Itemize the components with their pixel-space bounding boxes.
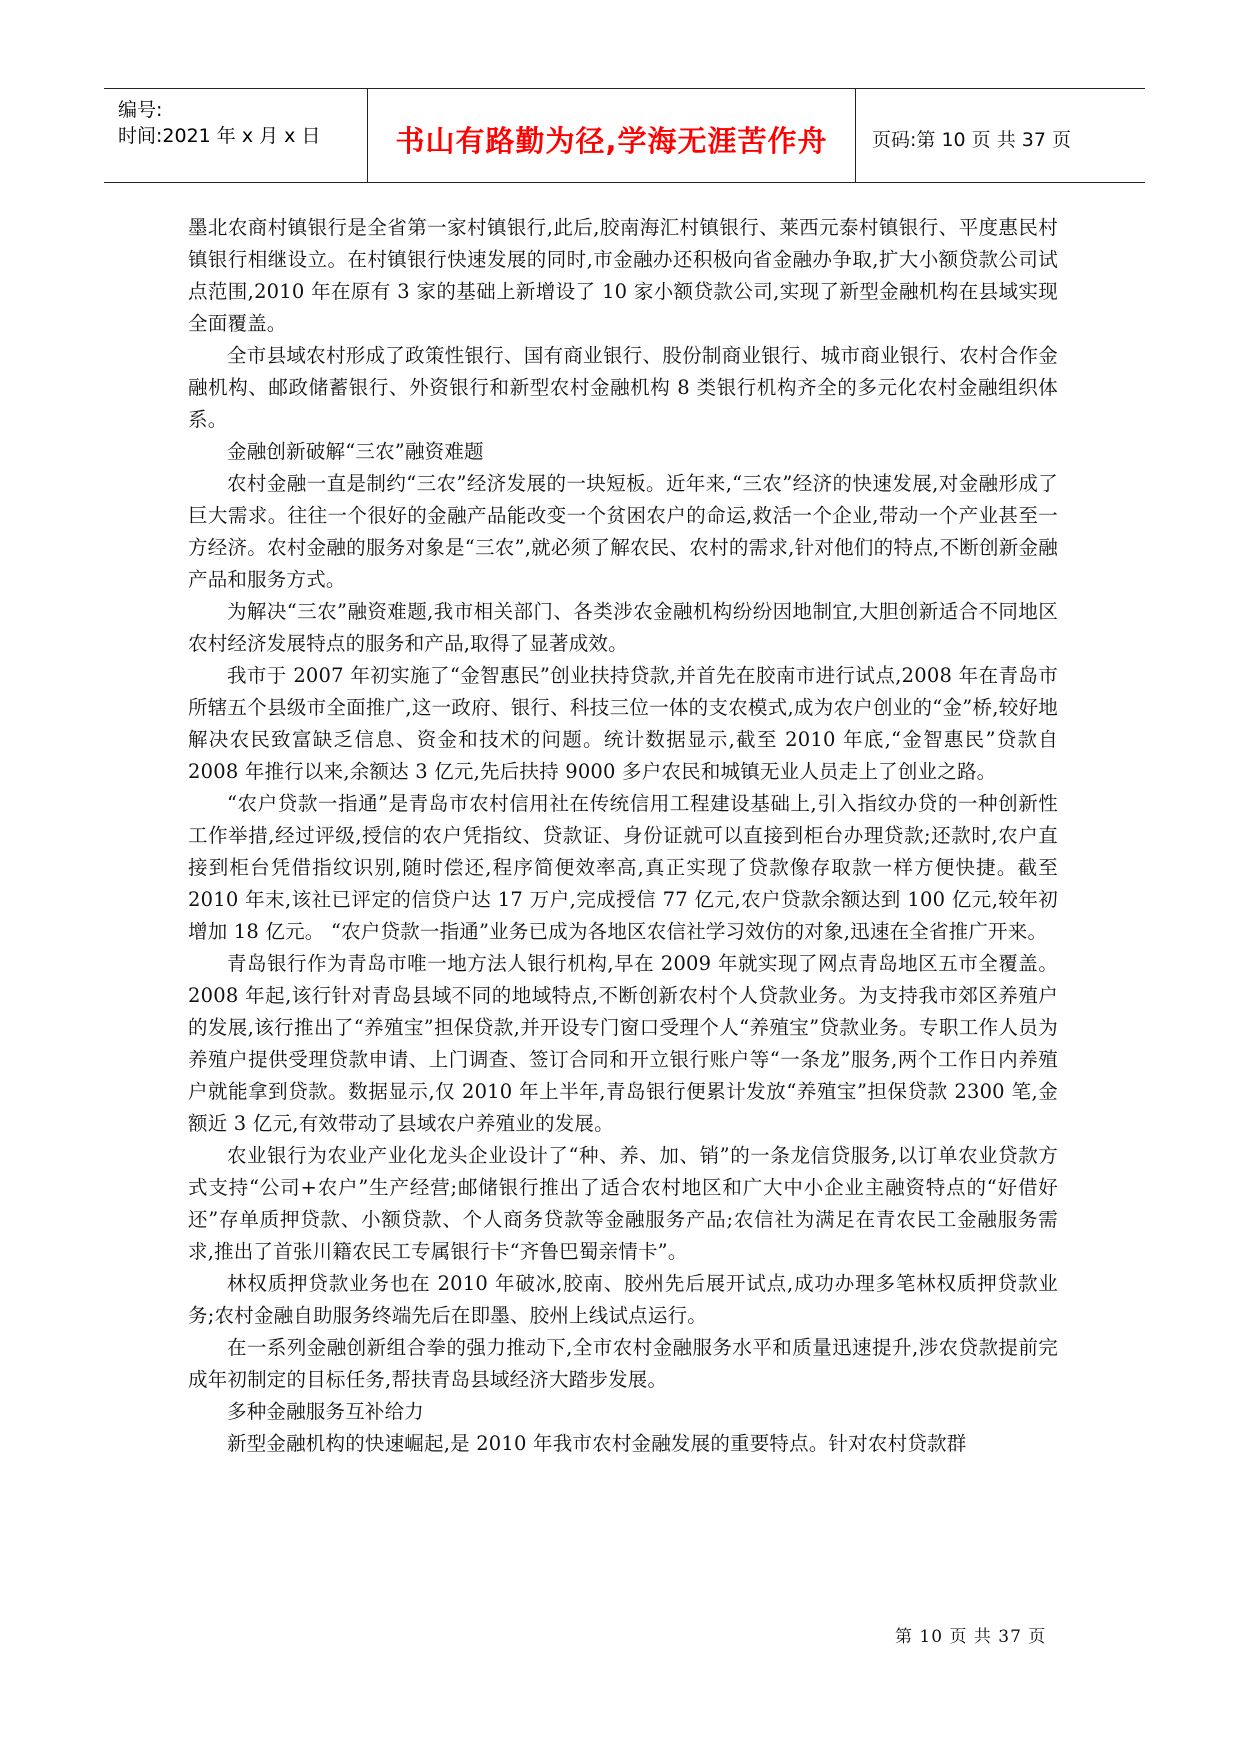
header-meta-cell	[104, 89, 368, 182]
body-paragraph: 我市于 2007 年初实施了“金智惠民”创业扶持贷款,并首先在胶南市进行试点,2008 年在青岛市所辖五个县级市全面推广,这一政府、银行、科技三位一体的支农模式,成为农户创业的“金”桥,较好地解决农民致富缺乏信息、资金和技术的问题。统计数据显示,截至 2010 年底,“金智惠民”贷款自 2008 年推行以来,余额达 3 亿元,先后扶持 9000 多户农民和城镇无业人员走上了创业之路。	[188, 664, 1058, 783]
body-paragraph: “农户贷款一指通”是青岛市农村信用社在传统信用工程建设基础上,引入指纹办贷的一种创新性工作举措,经过评级,授信的农户凭指纹、贷款证、身份证就可以直接到柜台办理贷款;还款时,农户直接到柜台凭借指纹识别,随时偿还,程序简便效率高,真正实现了贷款像存取款一样方便快捷。截至 2010 年末,该社已评定的信贷户达 17 万户,完成授信 77 亿元,农户贷款余额达到 100 亿元,较年初增加 18 亿元。 “农户贷款一指通”业务已成为各地区农信社学习效仿的对象,迅速在全省推广开来。	[188, 792, 1058, 943]
body-paragraph: 农业银行为农业产业化龙头企业设计了“种、养、加、销”的一条龙信贷服务,以订单农业贷款方式支持“公司+农户”生产经营;邮储银行推出了适合农村地区和广大中小企业主融资特点的“好借好还”存单质押贷款、小额贷款、个人商务贷款等金融服务产品;农信社为满足在青农民工金融服务需求,推出了首张川籍农民工专属银行卡“齐鲁巴蜀亲情卡”。	[188, 1144, 1058, 1263]
page-header	[104, 88, 1145, 183]
header-motto: 书山有路勤为径,学海无涯苦作舟	[395, 124, 828, 158]
document-body	[188, 212, 1058, 1460]
body-paragraph: 农村金融一直是制约“三农”经济发展的一块短板。近年来,“三农”经济的快速发展,对金融形成了巨大需求。往往一个很好的金融产品能改变一个贫困农户的命运,救活一个企业,带动一个产业甚至一方经济。农村金融的服务对象是“三农”,就必须了解农民、农村的需求,针对他们的特点,不断创新金融产品和服务方式。	[188, 472, 1058, 591]
header-page-number: 页码:第 10 页 共 37 页	[872, 129, 1071, 151]
body-paragraph: 为解决“三农”融资难题,我市相关部门、各类涉农金融机构纷纷因地制宜,大胆创新适合不同地区农村经济发展特点的服务和产品,取得了显著成效。	[188, 600, 1058, 655]
body-paragraph: 林权质押贷款业务也在 2010 年破冰,胶南、胶州先后展开试点,成功办理多笔林权质押贷款业务;农村金融自助服务终端先后在即墨、胶州上线试点运行。	[188, 1272, 1058, 1327]
header-motto-cell	[368, 89, 856, 182]
body-paragraph: 新型金融机构的快速崛起,是 2010 年我市农村金融发展的重要特点。针对农村贷款群	[227, 1432, 967, 1455]
body-paragraph: 全市县域农村形成了政策性银行、国有商业银行、股份制商业银行、城市商业银行、农村合作金融机构、邮政储蓄银行、外资银行和新型农村金融机构 8 类银行机构齐全的多元化农村金融组织体系。	[188, 344, 1058, 431]
section-heading: 金融创新破解“三农”融资难题	[227, 440, 484, 463]
body-paragraph: 在一系列金融创新组合拳的强力推动下,全市农村金融服务水平和质量迅速提升,涉农贷款提前完成年初制定的目标任务,帮扶青岛县域经济大踏步发展。	[188, 1336, 1058, 1391]
body-paragraph: 墨北农商村镇银行是全省第一家村镇银行,此后,胶南海汇村镇银行、莱西元泰村镇银行、平度惠民村镇银行相继设立。在村镇银行快速发展的同时,市金融办还积极向省金融办争取,扩大小额贷款公司试点范围,2010 年在原有 3 家的基础上新增设了 10 家小额贷款公司,实现了新型金融机构在县域实现全面覆盖。	[188, 216, 1058, 335]
body-paragraph: 青岛银行作为青岛市唯一地方法人银行机构,早在 2009 年就实现了网点青岛地区五市全覆盖。 2008 年起,该行针对青岛县域不同的地域特点,不断创新农村个人贷款业务。为支持我市郊区养殖户的发展,该行推出了“养殖宝”担保贷款,并开设专门窗口受理个人“养殖宝”贷款业务。专职工作人员为养殖户提供受理贷款申请、上门调查、签订合同和开立银行账户等“一条龙”服务,两个工作日内养殖户就能拿到贷款。数据显示,仅 2010 年上半年,青岛银行便累计发放“养殖宝”担保贷款 2300 笔,金额近 3 亿元,有效带动了县域农户养殖业的发展。	[188, 952, 1058, 1135]
page-footer: 第 10 页 共 37 页	[895, 1627, 1047, 1647]
header-page-cell	[856, 89, 1145, 182]
document-number-label: 编号:	[118, 99, 163, 121]
document-time-label: 时间:2021 年 x 月 x 日	[118, 125, 321, 147]
section-heading: 多种金融服务互补给力	[227, 1400, 425, 1423]
